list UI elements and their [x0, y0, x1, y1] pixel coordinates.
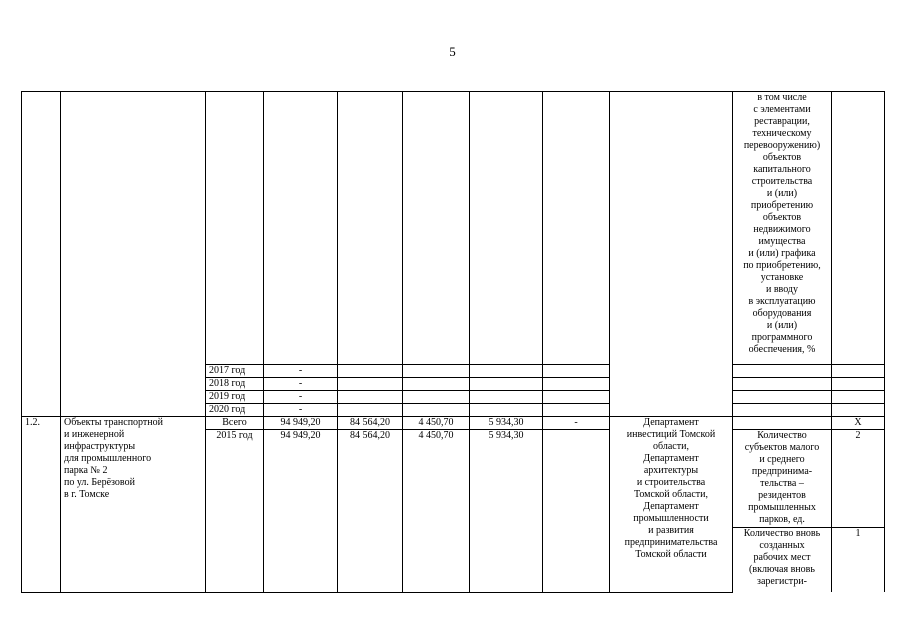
indicator-empty — [733, 417, 832, 430]
year-row — [22, 378, 885, 391]
regional-value: 4 450,70 — [403, 417, 470, 430]
year-label: 2018 год — [206, 378, 264, 391]
indicator-name: в том числе с элементами реставрации, техническому перевооружению) объектов капитального строительства и (или) приобретению объектов недвижимого имущества и (или) графика по приобретению, установке и вводу в эксплуатацию оборудования и (или) программного обеспечения, % — [733, 92, 832, 365]
indicator-value — [832, 92, 885, 365]
indicator-value: 2 — [832, 430, 885, 528]
continuation-row — [22, 92, 885, 365]
total-value: - — [264, 404, 338, 417]
cell-empty-executor — [610, 92, 733, 417]
year-row — [22, 365, 885, 378]
cell-empty — [338, 92, 403, 365]
indicator-name: Количество вновь созданных рабочих мест (включая вновь зарегистри- — [733, 528, 832, 593]
federal-value: 84 564,20 — [338, 417, 403, 430]
executor: Департамент инвестиций Томской области, Департамент архитектуры и строительства Томской области, Департамент промышленности и развития предпринимательства Томской области — [610, 417, 733, 593]
indicator-value: 1 — [832, 528, 885, 593]
indicator-value: X — [832, 417, 885, 430]
federal-value: 84 564,20 — [338, 430, 403, 593]
page-number: 5 — [449, 44, 456, 59]
cell-empty-name — [61, 92, 206, 365]
year-row — [22, 404, 885, 417]
item-name: Объекты транспортной и инженерной инфраструктуры для промышленного парка № 2 по ул. Берёзовой в г. Томске — [61, 417, 206, 593]
other-value: - — [543, 417, 610, 430]
total-value: - — [264, 378, 338, 391]
cell-empty — [206, 92, 264, 365]
local-value: 5 934,30 — [470, 430, 543, 593]
year-label: 2015 год — [206, 430, 264, 593]
program-table — [21, 91, 885, 593]
year-label: 2019 год — [206, 391, 264, 404]
cell-empty — [470, 92, 543, 365]
total-value: 94 949,20 — [264, 417, 338, 430]
year-label: 2017 год — [206, 365, 264, 378]
cell-empty — [264, 92, 338, 365]
cell-empty — [543, 92, 610, 365]
local-value: 5 934,30 — [470, 417, 543, 430]
indicator-name: Количество субъектов малого и среднего предпринима- тельства – резидентов промышленных парков, ед. — [733, 430, 832, 528]
total-value: 94 949,20 — [264, 430, 338, 593]
item-row-total — [22, 417, 885, 430]
total-value: - — [264, 365, 338, 378]
total-value: - — [264, 391, 338, 404]
other-value — [543, 430, 610, 593]
year-label: Всего — [206, 417, 264, 430]
year-label: 2020 год — [206, 404, 264, 417]
regional-value: 4 450,70 — [403, 430, 470, 593]
cell-empty-number — [22, 92, 61, 365]
year-row — [22, 391, 885, 404]
cell-empty — [403, 92, 470, 365]
item-number: 1.2. — [22, 417, 61, 593]
